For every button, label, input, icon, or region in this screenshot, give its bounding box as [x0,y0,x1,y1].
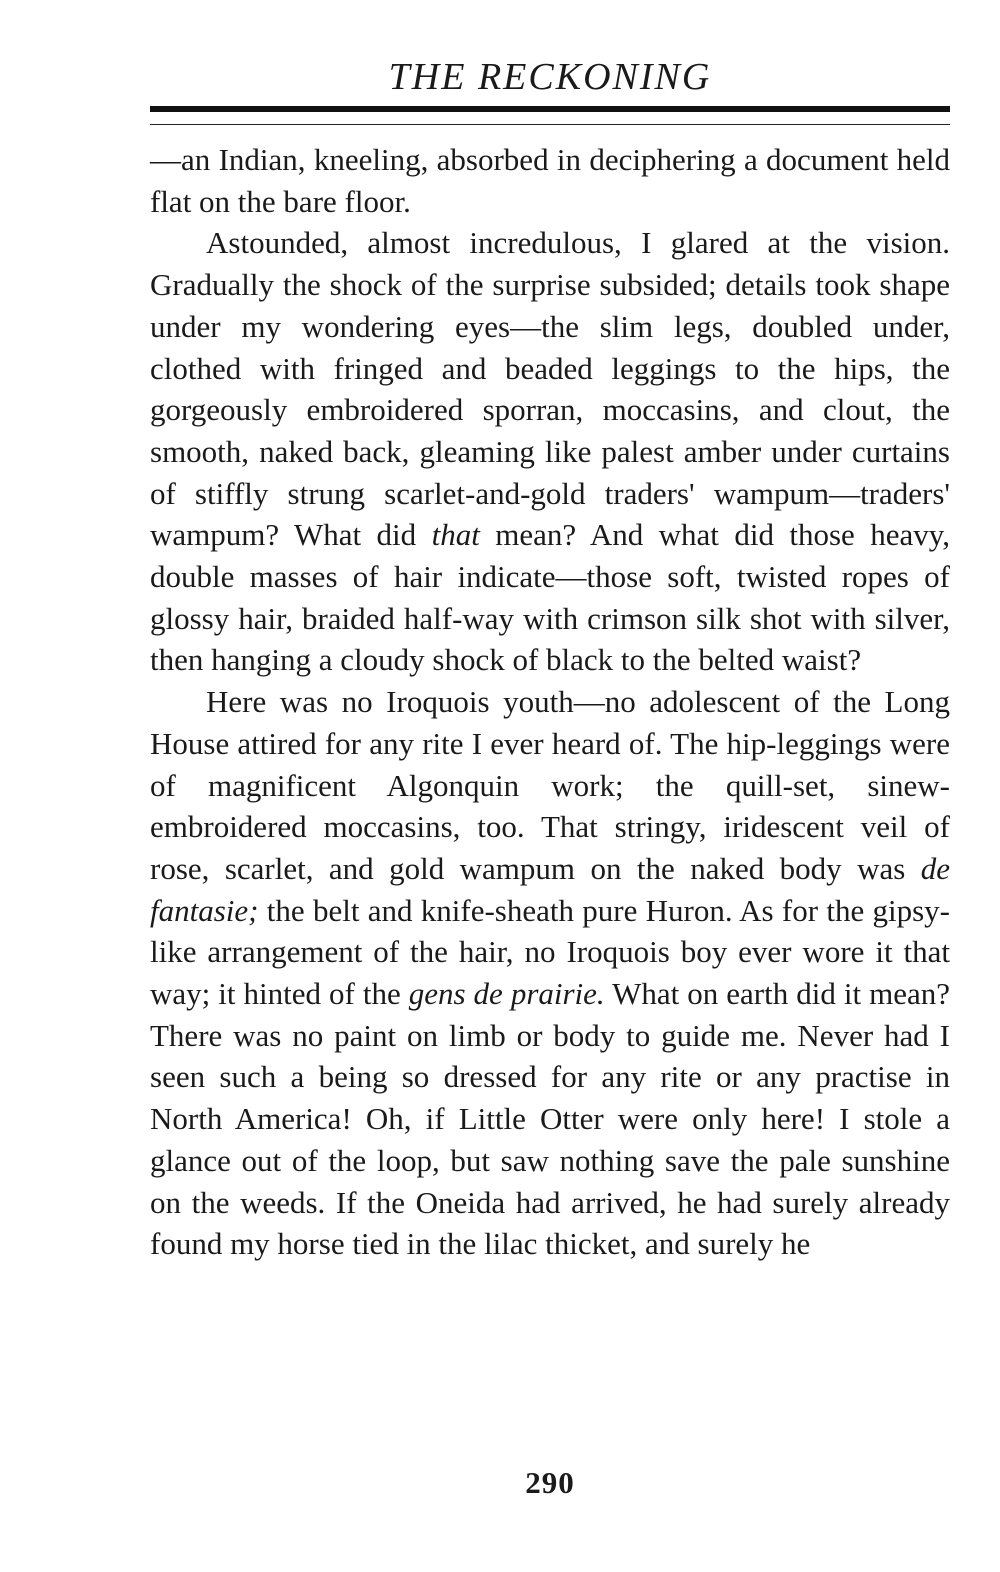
paragraph-3-text-c: What on earth did it mean? There was no paint on limb or body to guide me. Never had I seen such a being so dressed for any rite or any practise in North America! Oh, if Little Otter were only here! I stole a glance out of the loop, but saw nothing save the pale sunshine on the weeds. If the Oneida had arrived, he had surely already found my horse tied in the lilac thicket, and surely he [150,976,950,1262]
paragraph-3-text-a: Here was no Iroquois youth—no adolescent of the Long House attired for any rite I ever heard of. The hip-leggings were of magnificent Algonquin work; the quill-set, sinew-embroidered moccasins, too. That stringy, iridescent veil of rose, scarlet, and gold wampum on the naked body was [150,684,950,886]
running-title: THE RECKONING [388,56,712,98]
paragraph-1-text: —an Indian, kneeling, absorbed in deciphering a document held flat on the bare floor. [150,142,950,219]
header-rule-thick [150,106,950,112]
paragraph-2-emphasis: that [431,517,480,553]
paragraph-2 [150,222,950,681]
paragraph-2-text-a: Astounded, almost incredulous, I glared at the vision. Gradually the shock of the surprise subsided; details took shape under my wondering eyes—the slim legs, doubled under, clothed with fringed and beaded leggings to the hips, the gorgeously embroidered sporran, moccasins, and clout, the smooth, naked back, gleaming like palest amber under curtains of stiffly strung scarlet-and-gold traders' wampum—traders' wampum? What did [150,225,950,553]
paragraph-1 [150,139,950,222]
paragraph-3-emphasis-1: de fantasie; [150,850,950,928]
paragraph-3-text-b: the belt and knife-sheath pure Huron. As for the gipsy-like arrangement of the hair, no Iroquois boy ever wore it that way; it hinted of the [150,892,950,1012]
header-rule-thin [150,124,950,125]
page-number: 290 [525,1465,575,1500]
paragraph-2-text-b: mean? And what did those heavy, double masses of hair indicate—those soft, twisted ropes of glossy hair, braided half-way with crimson silk shot with silver, then hanging a cloudy shock of black to the belted waist? [150,517,950,678]
paragraph-3 [150,681,950,1265]
book-page [150,52,950,1500]
paragraph-3-emphasis-2: gens de prairie. [408,976,605,1012]
body-text [150,139,950,1265]
